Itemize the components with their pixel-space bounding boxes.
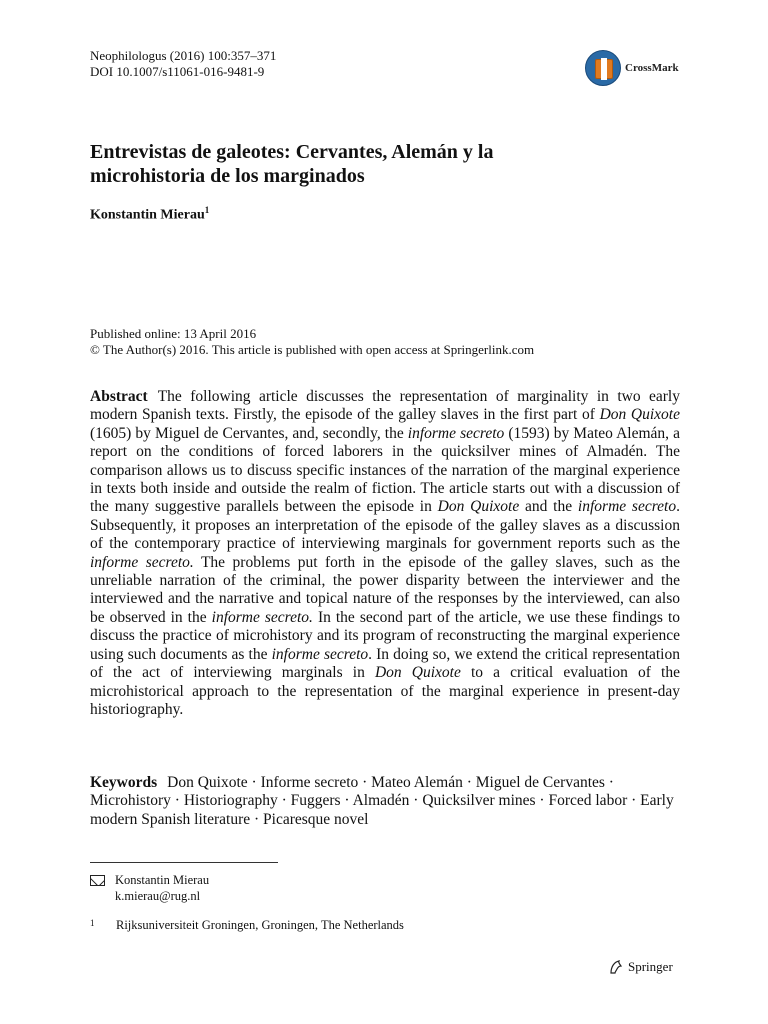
author-name: Konstantin Mierau$^1$ bbox=[90, 205, 210, 223]
journal-citation: Neophilologus (2016) 100:357–371 bbox=[90, 48, 277, 63]
corresponding-author bbox=[90, 872, 209, 904]
crossmark-badge[interactable] bbox=[585, 50, 679, 86]
abstract: Abstract The following article discusses the representation of marginality in two early modern Spanish texts. Firstly, the episode of the galley slaves in the first part of Don Quixote (1605) by Miguel de Cervantes, and, secondly, the informe secreto (1593) by Mateo Alemán, a report on the conditions of forced laborers in the quicksilver mines of Almadén. The comparison allows us to discuss specific instances of the narration of the marginal experience in texts both inside and outside the realm of fiction. The article starts out with a discussion of the many suggestive parallels between the episode in Don Quixote and the informe secreto. Subsequently, it proposes an interpretation of the episode of the galley slaves as a discussion of the contemporary practice of interviewing marginals for government reports such as the informe secreto. The problems put forth in the episode of the galley slaves, such as the unreliable narration of the criminal, the power disparity between the interviewer and the interviewed and the narrative and topical nature of the responses by the interviewed, can also be observed in the informe secreto. In the second part of the article, we use these findings to discuss the practice of microhistory and its program of reconstructing the marginal experience using such documents as the informe secreto. In doing so, we extend the critical representation of the act of interviewing marginals in Don Quixote to a critical evaluation of the microhistorical approach to the representation of the marginal experience in present-day historiography. bbox=[90, 388, 681, 718]
crossmark-icon bbox=[585, 50, 621, 86]
copyright-notice: © The Author(s) 2016. This article is published with open access at Springerlink.com bbox=[90, 342, 535, 357]
contact-name: Konstantin Mierau bbox=[115, 873, 210, 887]
published-date: Published online: 13 April 2016 bbox=[90, 326, 257, 341]
affiliation bbox=[90, 918, 404, 933]
abstract-label: Abstract bbox=[90, 388, 148, 405]
keywords bbox=[90, 774, 680, 829]
affiliation-number: 1 bbox=[90, 918, 95, 928]
doi[interactable]: DOI 10.1007/s11061-016-9481-9 bbox=[90, 64, 265, 79]
publication-info bbox=[90, 326, 534, 358]
springer-horse-icon bbox=[608, 959, 624, 975]
springer-logo bbox=[608, 959, 673, 975]
footnote-divider bbox=[90, 862, 278, 863]
keywords-label: Keywords bbox=[90, 774, 158, 791]
affiliation-text: Rijksuniversiteit Groningen, Groningen, The Netherlands bbox=[116, 918, 404, 932]
contact-email[interactable]: k.mierau@rug.nl bbox=[115, 889, 201, 903]
publisher-name: Springer bbox=[628, 959, 673, 974]
article-title: Entrevistas de galeotes: Cervantes, Alemán y la microhistoria de los marginados bbox=[90, 141, 494, 187]
crossmark-label: CrossMark bbox=[625, 62, 679, 74]
envelope-icon bbox=[90, 875, 105, 886]
journal-info bbox=[90, 48, 276, 80]
keywords-list: Don Quixote · Informe secreto · Mateo Alemán · Miguel de Cervantes · Microhistory · Historiography · Fuggers · Almadén · Quicksilver mines · Forced labor · Early modern Spanish literature · Picaresque novel bbox=[90, 774, 674, 828]
